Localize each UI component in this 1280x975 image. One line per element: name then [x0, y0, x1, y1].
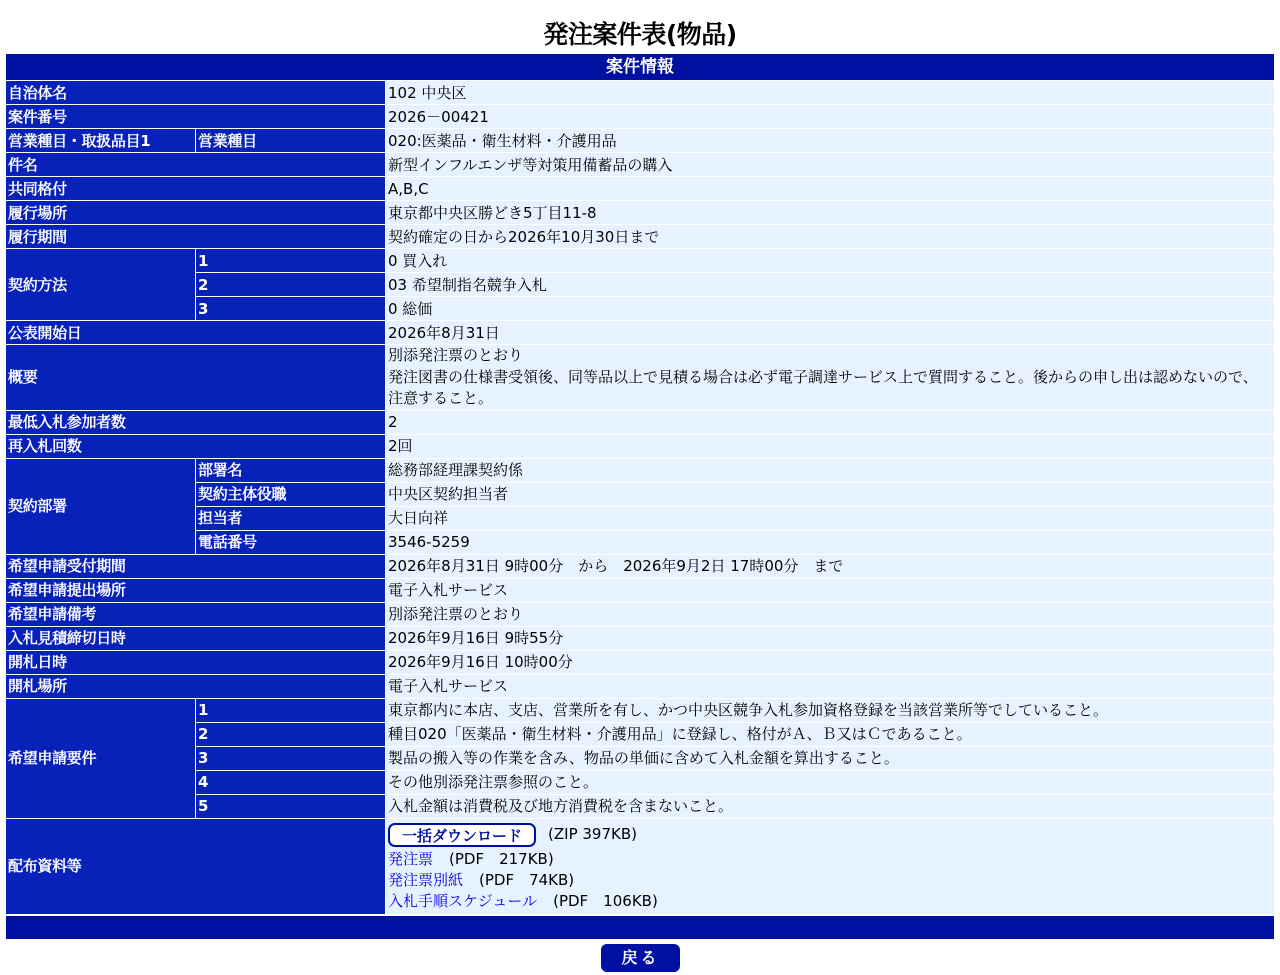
- label-materials: 配布資料等: [6, 819, 386, 915]
- row-requirements-2: [6, 723, 1274, 747]
- row-period: [6, 225, 1274, 249]
- file-item: [388, 891, 1272, 912]
- row-contract-dept-4: [6, 531, 1274, 555]
- requirement-no: 3: [196, 747, 386, 771]
- file-size: (PDF 106KB): [553, 891, 658, 910]
- label-subject: 件名: [6, 153, 386, 177]
- value-bid-deadline: 2026年9月16日 9時55分: [386, 627, 1274, 651]
- row-contract-method-2: [6, 273, 1274, 297]
- row-rebid-count: [6, 435, 1274, 459]
- label-municipality: 自治体名: [6, 81, 386, 105]
- value-rebid-count: 2回: [386, 435, 1274, 459]
- row-requirements-3: [6, 747, 1274, 771]
- value-application-note: 別添発注票のとおり: [386, 603, 1274, 627]
- requirement-no: 1: [196, 699, 386, 723]
- row-contract-dept-3: [6, 507, 1274, 531]
- label-application-period: 希望申請受付期間: [6, 555, 386, 579]
- label-overview: 概要: [6, 345, 386, 411]
- label-joint-rating: 共同格付: [6, 177, 386, 201]
- bulk-download-size: (ZIP 397KB): [548, 824, 637, 843]
- value-period: 契約確定の日から2026年10月30日まで: [386, 225, 1274, 249]
- row-application-place: [6, 579, 1274, 603]
- value-joint-rating: A,B,C: [386, 177, 1274, 201]
- row-application-period: [6, 555, 1274, 579]
- value-materials: [386, 819, 1274, 915]
- requirement-no: 4: [196, 771, 386, 795]
- bulk-download-line: [388, 820, 1272, 849]
- value-subject: 新型インフルエンザ等対策用備蓄品の購入: [386, 153, 1274, 177]
- label-opening-datetime: 開札日時: [6, 651, 386, 675]
- requirement-value: 製品の搬入等の作業を含み、物品の単価に含めて入札金額を算出すること。: [386, 747, 1274, 771]
- file-size: (PDF 74KB): [479, 870, 575, 889]
- back-button[interactable]: 戻る: [601, 944, 680, 972]
- requirement-value: 種目020「医薬品・衛生材料・介護用品」に登録し、格付がＡ、Ｂ又はＣであること。: [386, 723, 1274, 747]
- row-application-note: [6, 603, 1274, 627]
- row-publish-date: [6, 321, 1274, 345]
- contract-method-value: 03 希望制指名競争入札: [386, 273, 1274, 297]
- bulk-download-button[interactable]: 一括ダウンロード: [388, 823, 536, 847]
- row-business-type: [6, 129, 1274, 153]
- row-case-number: [6, 105, 1274, 129]
- value-person: 大日向祥: [386, 507, 1274, 531]
- value-dept-name: 総務部経理課契約係: [386, 459, 1274, 483]
- contract-method-value: 0 総価: [386, 297, 1274, 321]
- label-publish-date: 公表開始日: [6, 321, 386, 345]
- sublabel-phone: 電話番号: [196, 531, 386, 555]
- row-subject: [6, 153, 1274, 177]
- contract-method-no: 2: [196, 273, 386, 297]
- footer-bar: [6, 915, 1274, 940]
- row-contract-method-1: [6, 249, 1274, 273]
- label-business-type: 営業種目・取扱品目1: [6, 129, 196, 153]
- value-overview: [386, 345, 1274, 411]
- value-location: 東京都中央区勝どき5丁目11-8: [386, 201, 1274, 225]
- row-opening-datetime: [6, 651, 1274, 675]
- value-opening-place: 電子入札サービス: [386, 675, 1274, 699]
- value-application-period: 2026年8月31日 9時00分 から 2026年9月2日 17時00分 まで: [386, 555, 1274, 579]
- label-opening-place: 開札場所: [6, 675, 386, 699]
- row-contract-method-3: [6, 297, 1274, 321]
- label-application-note: 希望申請備考: [6, 603, 386, 627]
- file-item: [388, 870, 1272, 891]
- row-contract-dept-2: [6, 483, 1274, 507]
- row-requirements-4: [6, 771, 1274, 795]
- row-overview: [6, 345, 1274, 411]
- value-opening-datetime: 2026年9月16日 10時00分: [386, 651, 1274, 675]
- row-bid-deadline: [6, 627, 1274, 651]
- file-item: [388, 849, 1272, 870]
- label-application-place: 希望申請提出場所: [6, 579, 386, 603]
- sublabel-person: 担当者: [196, 507, 386, 531]
- case-info-table: [6, 54, 1274, 940]
- requirement-value: その他別添発注票参照のこと。: [386, 771, 1274, 795]
- value-business-type: 020:医薬品・衛生材料・介護用品: [386, 129, 1274, 153]
- requirement-value: 東京都内に本店、支店、営業所を有し、かつ中央区競争入札参加資格登録を当該営業所等でしていること。: [386, 699, 1274, 723]
- row-requirements-1: [6, 699, 1274, 723]
- value-phone: 3546-5259: [386, 531, 1274, 555]
- page-title: 発注案件表(物品): [543, 20, 737, 49]
- value-min-bidders: 2: [386, 411, 1274, 435]
- value-municipality: 102 中央区: [386, 81, 1274, 105]
- label-contract-method: 契約方法: [6, 249, 196, 321]
- row-opening-place: [6, 675, 1274, 699]
- label-case-number: 案件番号: [6, 105, 386, 129]
- contract-method-no: 1: [196, 249, 386, 273]
- row-municipality: [6, 81, 1274, 105]
- sublabel-business-type: 営業種目: [196, 129, 386, 153]
- value-application-place: 電子入札サービス: [386, 579, 1274, 603]
- requirement-no: 5: [196, 795, 386, 819]
- row-requirements-5: [6, 795, 1274, 819]
- label-min-bidders: 最低入札参加者数: [6, 411, 386, 435]
- overview-line-1: 別添発注票のとおり: [388, 346, 524, 364]
- file-link-order-sheet[interactable]: 発注票: [388, 849, 434, 868]
- row-materials: [6, 819, 1274, 915]
- row-joint-rating: [6, 177, 1274, 201]
- label-requirements: 希望申請要件: [6, 699, 196, 819]
- file-size: (PDF 217KB): [449, 849, 554, 868]
- requirement-value: 入札金額は消費税及び地方消費税を含まないこと。: [386, 795, 1274, 819]
- sublabel-contract-role: 契約主体役職: [196, 483, 386, 507]
- value-contract-role: 中央区契約担当者: [386, 483, 1274, 507]
- label-period: 履行期間: [6, 225, 386, 249]
- label-location: 履行場所: [6, 201, 386, 225]
- overview-line-2: 発注図書の仕様書受領後、同等品以上で見積る場合は必ず電子調達サービス上で質問すること。後からの申し出は認めないので、注意すること。: [388, 367, 1258, 407]
- file-link-bid-schedule[interactable]: 入札手順スケジュール: [388, 891, 538, 910]
- label-bid-deadline: 入札見積締切日時: [6, 627, 386, 651]
- section-header: 案件情報: [6, 54, 1274, 81]
- value-case-number: 2026－00421: [386, 105, 1274, 129]
- sublabel-dept-name: 部署名: [196, 459, 386, 483]
- label-contract-dept: 契約部署: [6, 459, 196, 555]
- footer-bar-row: [6, 915, 1274, 940]
- row-location: [6, 201, 1274, 225]
- contract-method-no: 3: [196, 297, 386, 321]
- label-rebid-count: 再入札回数: [6, 435, 386, 459]
- section-header-row: [6, 54, 1274, 81]
- requirement-no: 2: [196, 723, 386, 747]
- contract-method-value: 0 買入れ: [386, 249, 1274, 273]
- file-link-order-attachment[interactable]: 発注票別紙: [388, 870, 464, 889]
- value-publish-date: 2026年8月31日: [386, 321, 1274, 345]
- row-contract-dept-1: [6, 459, 1274, 483]
- row-min-bidders: [6, 411, 1274, 435]
